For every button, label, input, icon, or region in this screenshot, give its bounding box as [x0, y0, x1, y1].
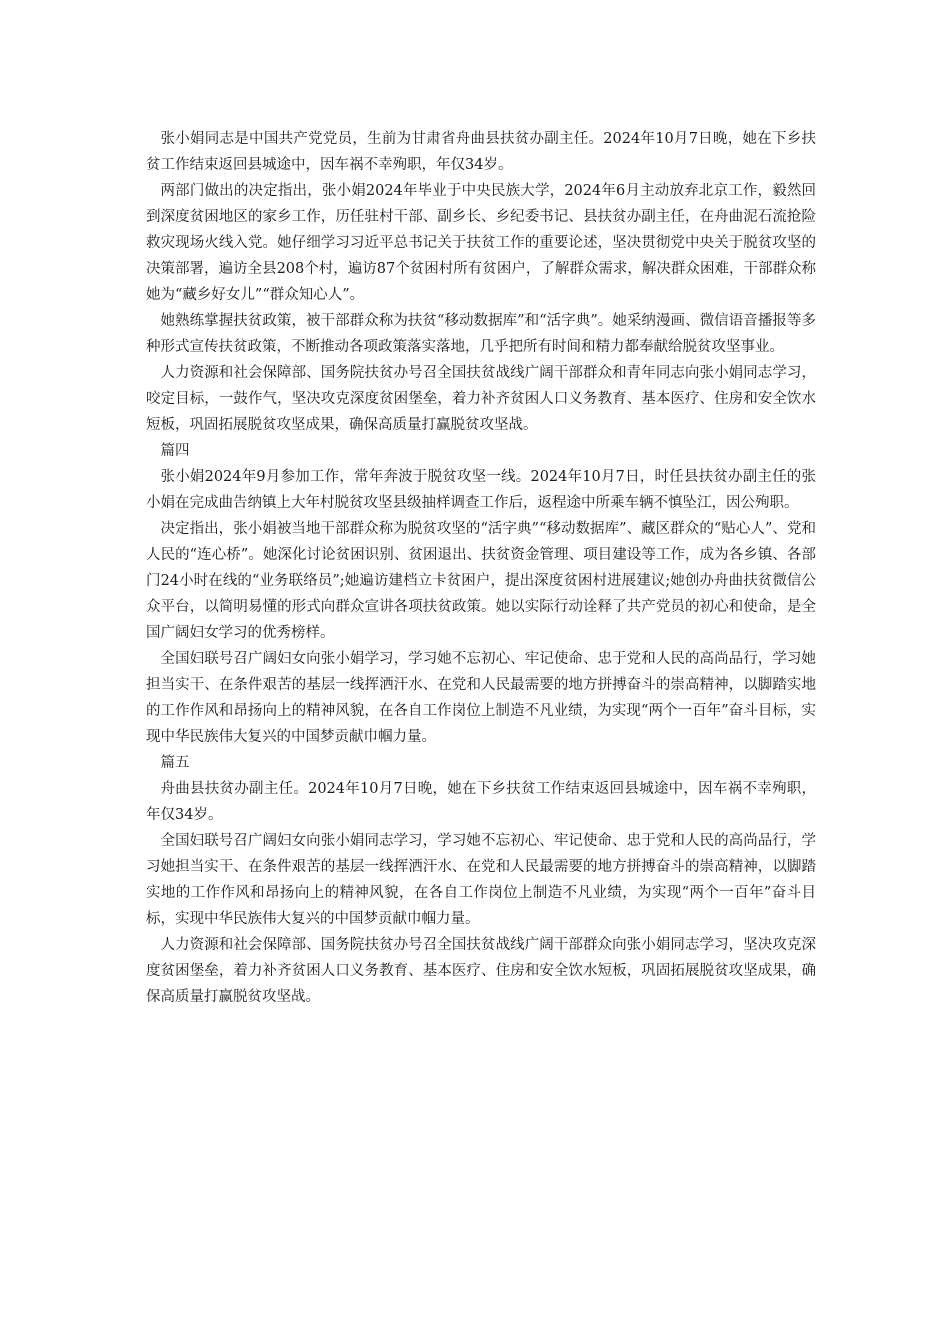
- section-heading: 篇四: [160, 443, 190, 459]
- paragraph: 两部门做出的决定指出，张小娟2024年毕业于中央民族大学，2024年6月主动放弃北京工作，毅然回到深度贫困地区的家乡工作，历任驻村干部、副乡长、乡纪委书记、县扶贫办副主任，在舟曲泥石流抢险救灾现场火线入党。她仔细学习习近平总书记关于扶贫工作的重要论述，坚决贯彻党中央关于脱贫攻坚的决策部署，遍访全县208个村，遍访87个贫困村所有贫困户，了解群众需求，解决群众困难，干部群众称她为“藏乡好女儿”“群众知心人”。: [146, 183, 816, 303]
- paragraph: 人力资源和社会保障部、国务院扶贫办号召全国扶贫战线广阔干部群众向张小娟同志学习，坚决攻克深度贫困堡垒，着力补齐贫困人口义务教育、基本医疗、住房和安全饮水短板，巩固拓展脱贫攻坚成果，确保高质量打赢脱贫攻坚战。: [146, 937, 816, 1005]
- paragraph: 她熟练掌握扶贫政策，被干部群众称为扶贫“移动数据库”和“活字典”。她采纳漫画、微信语音播报等多种形式宣传扶贫政策，不断推动各项政策落实落地，几乎把所有时间和精力都奉献给脱贫攻坚事业。: [146, 313, 816, 355]
- paragraph: 舟曲县扶贫办副主任。2024年10月7日晚，她在下乡扶贫工作结束返回县城途中，因车祸不幸殉职，年仅34岁。: [146, 781, 816, 823]
- paragraph: 张小娟2024年9月参加工作，常年奔波于脱贫攻坚一线。2024年10月7日，时任县扶贫办副主任的张小娟在完成曲告纳镇上大年村脱贫攻坚县级抽样调查工作后，返程途中所乘车辆不慎坠江，因公殉职。: [146, 469, 816, 511]
- paragraph: 全国妇联号召广阔妇女向张小娟学习，学习她不忘初心、牢记使命、忠于党和人民的高尚品行，学习她担当实干、在条件艰苦的基层一线挥洒汗水、在党和人民最需要的地方拼搏奋斗的崇高精神，以脚踏实地的工作作风和昂扬向上的精神风貌，在各自工作岗位上制造不凡业绩，为实现“两个一百年”奋斗目标，实现中华民族伟大复兴的中国梦贡献巾帼力量。: [146, 651, 816, 745]
- paragraph: 全国妇联号召广阔妇女向张小娟同志学习，学习她不忘初心、牢记使命、忠于党和人民的高尚品行，学习她担当实干、在条件艰苦的基层一线挥洒汗水、在党和人民最需要的地方拼搏奋斗的崇高精神，以脚踏实地的工作作风和昂扬向上的精神风貌，在各自工作岗位上制造不凡业绩，为实现“两个一百年”奋斗目标，实现中华民族伟大复兴的中国梦贡献巾帼力量。: [146, 833, 816, 927]
- paragraph: 人力资源和社会保障部、国务院扶贫办号召全国扶贫战线广阔干部群众和青年同志向张小娟同志学习，咬定目标，一鼓作气，坚决攻克深度贫困堡垒，着力补齐贫困人口义务教育、基本医疗、住房和安全饮水短板，巩固拓展脱贫攻坚成果，确保高质量打赢脱贫攻坚战。: [146, 365, 816, 433]
- paragraph: 张小娟同志是中国共产党党员，生前为甘肃省舟曲县扶贫办副主任。2024年10月7日晚，她在下乡扶贫工作结束返回县城途中，因车祸不幸殉职，年仅34岁。: [146, 131, 816, 173]
- document-body: [146, 126, 816, 1010]
- section-heading: 篇五: [160, 755, 190, 771]
- paragraph: 决定指出，张小娟被当地干部群众称为脱贫攻坚的“活字典”“移动数据库”、藏区群众的“贴心人”、党和人民的“连心桥”。她深化讨论贫困识别、贫困退出、扶贫资金管理、项目建设等工作，成为各乡镇、各部门24小时在线的“业务联络员”;她遍访建档立卡贫困户，提出深度贫困村进展建议;她创办舟曲扶贫微信公众平台，以简明易懂的形式向群众宣讲各项扶贫政策。她以实际行动诠释了共产党员的初心和使命，是全国广阔妇女学习的优秀榜样。: [146, 521, 816, 641]
